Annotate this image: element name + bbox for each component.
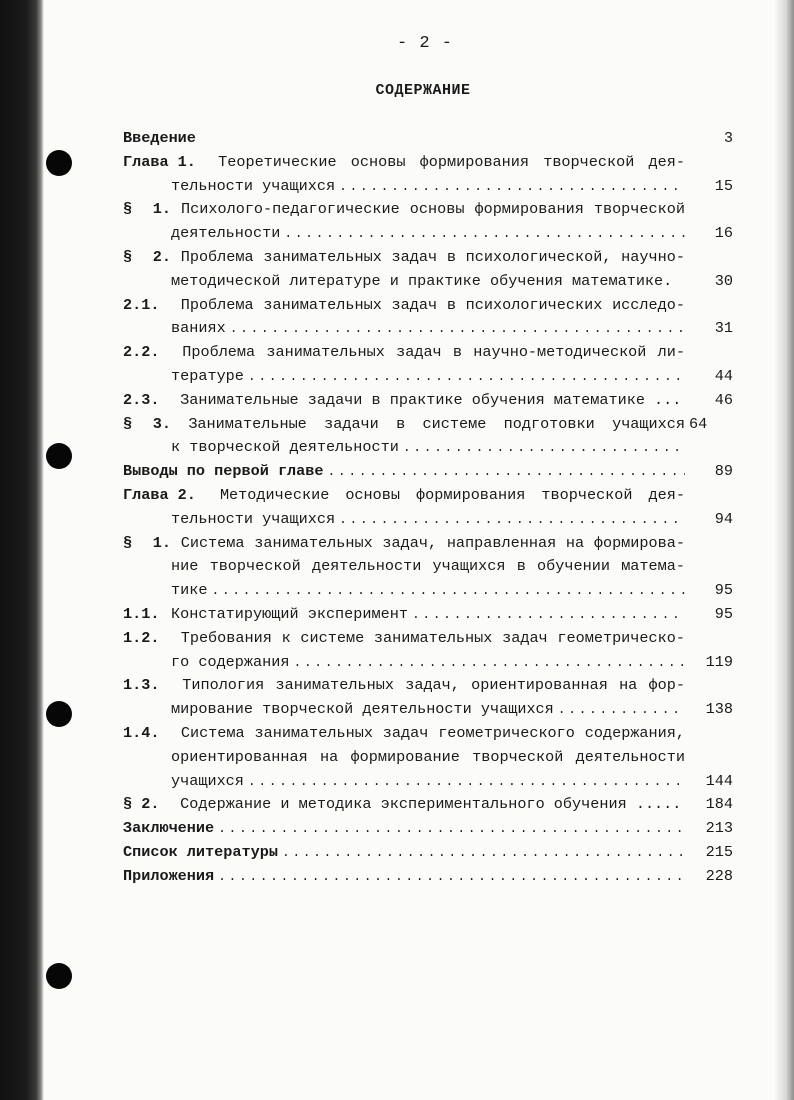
toc-entry-text: Проблема занимательных задач в научно-методической ли-	[182, 343, 685, 362]
toc-entry-text: тельности учащихся	[171, 509, 336, 528]
toc-entry-continuation	[123, 651, 733, 675]
toc-entry-text: ваниях	[171, 319, 226, 338]
toc-entry-text: к творческой деятельности	[171, 438, 399, 457]
toc-entry-text: Система занимательных задач геометрического содержания,	[180, 723, 685, 742]
toc-entry-label: Заключение	[123, 819, 215, 838]
dot-leader	[230, 317, 685, 341]
dot-leader	[211, 579, 685, 603]
toc-entry-label: § 2.	[123, 795, 160, 814]
toc-entry-references[interactable]	[123, 841, 733, 865]
toc-entry-label: 1.1.	[123, 604, 160, 623]
toc-entry-label: Введение	[123, 129, 196, 147]
toc-entry-text: учащихся	[171, 771, 244, 790]
toc-entry-text: деятельности	[171, 224, 281, 243]
dot-leader	[558, 698, 685, 722]
toc-entry-continuation	[123, 746, 733, 770]
toc-entry-label: 2.3.	[123, 390, 160, 409]
dot-leader	[339, 175, 685, 199]
toc-entry-intro[interactable]	[123, 127, 733, 151]
toc-entry-text: го содержания	[171, 652, 290, 671]
toc-entry-text: Система занимательных задач, направленная на формирова-	[180, 533, 685, 552]
toc-page-number: 144	[705, 771, 733, 790]
toc-entry-chapter-1[interactable]	[123, 151, 733, 175]
binder-hole-icon	[46, 963, 72, 989]
toc-entry-label: § 1.	[123, 533, 171, 552]
toc-page-number: 94	[714, 509, 733, 528]
dot-leader	[248, 365, 685, 389]
toc-entry-ch1-section-1[interactable]	[123, 198, 733, 222]
page-number: - 2 -	[396, 34, 453, 53]
toc-entry-label: 2.2.	[123, 343, 160, 362]
binder-hole-icon	[46, 150, 72, 176]
toc-entry-text: Содержание и методика экспериментального обучения .....	[180, 795, 682, 814]
toc-entry-text: мирование творческой деятельности учащихся	[171, 700, 554, 719]
dot-leader	[328, 460, 685, 484]
toc-page-number: 64	[689, 414, 708, 433]
toc-entry-text: тике	[171, 581, 208, 600]
toc-entry-text: Проблема занимательных задач в психологических исследо-	[180, 295, 685, 314]
toc-entry-label: Список литературы	[123, 842, 278, 861]
toc-entry-ch2-subsection-1-2[interactable]	[123, 627, 733, 651]
toc-entry-text: Занимательные задачи в системе подготовки учащихся	[188, 414, 685, 433]
dot-leader	[339, 508, 685, 532]
dot-leader	[218, 817, 685, 841]
dot-leader	[282, 841, 685, 865]
toc-entry-text: ние творческой деятельности учащихся в обучении матема-	[171, 557, 685, 576]
dot-leader	[284, 222, 685, 246]
binder-hole-icon	[46, 443, 72, 469]
toc-page-number: 16	[714, 224, 733, 243]
toc-entry-ch1-subsection-2-2[interactable]	[123, 341, 733, 365]
toc-entry-continuation	[123, 770, 733, 794]
toc-entry-continuation	[123, 365, 733, 389]
toc-entry-continuation	[123, 270, 733, 294]
toc-entry-text: ориентированная на формирование творческой деятельности	[171, 747, 685, 766]
toc-entry-label: 1.3.	[123, 676, 160, 695]
toc-entry-text: Методические основы формирования творческой дея-	[219, 485, 685, 504]
toc-entry-label: § 3.	[123, 414, 171, 433]
toc-entry-label: Выводы по первой главе	[123, 462, 324, 481]
toc-page-number: 30	[714, 271, 733, 290]
toc-entry-ch1-subsection-2-3[interactable]	[123, 389, 733, 413]
toc-entry-chapter-2[interactable]	[123, 484, 733, 508]
toc-entry-appendices[interactable]	[123, 865, 733, 889]
page-title: СОДЕРЖАНИЕ	[375, 82, 471, 99]
toc-entry-label: Приложения	[123, 866, 215, 885]
toc-page-number: 31	[714, 319, 733, 338]
dot-leader	[403, 436, 685, 460]
toc-page-number: 138	[705, 700, 733, 719]
toc-entry-ch2-section-1[interactable]	[123, 532, 733, 556]
dot-leader	[248, 770, 685, 794]
dot-leader	[218, 865, 685, 889]
dot-leader	[293, 651, 685, 675]
scan-left-edge	[0, 0, 44, 1100]
toc-entry-ch2-subsection-1-4[interactable]	[123, 722, 733, 746]
toc-entry-label: § 2.	[123, 247, 171, 266]
toc-entry-text: Психолого-педагогические основы формирования творческой	[181, 200, 685, 219]
toc-entry-text: тельности учащихся	[171, 176, 336, 195]
toc-entry-continuation	[123, 317, 733, 341]
toc-entry-ch2-section-2[interactable]	[123, 793, 733, 817]
toc-entry-ch1-subsection-2-1[interactable]	[123, 294, 733, 318]
toc-page-number: 3	[723, 129, 733, 147]
toc-entry-text: Типология занимательных задач, ориентированная на фор-	[182, 676, 685, 695]
dot-leader	[412, 603, 685, 627]
toc-entry-text: тературе	[171, 366, 244, 385]
toc-page-number: 46	[714, 390, 733, 409]
toc-entry-ch2-subsection-1-3[interactable]	[123, 674, 733, 698]
toc-entry-text: Проблема занимательных задач в психологической, научно-	[180, 247, 685, 266]
toc-entry-text: Занимательные задачи в практике обучения математике ...	[180, 390, 682, 409]
toc-page-number: 213	[705, 819, 733, 838]
toc-entry-label: § 1.	[123, 200, 171, 219]
toc-entry-text: Констатирующий эксперимент	[171, 604, 408, 623]
toc-page-number: 89	[714, 462, 733, 481]
toc-entry-label: 2.1.	[123, 295, 160, 314]
toc-entry-ch1-section-2[interactable]	[123, 246, 733, 270]
toc-page-number: 119	[705, 652, 733, 671]
toc-entry-ch2-subsection-1-1[interactable]	[123, 603, 733, 627]
toc-entry-text: методической литературе и практике обучения математике.	[171, 271, 673, 290]
toc-entry-continuation	[123, 436, 733, 460]
table-of-contents	[123, 127, 733, 889]
toc-page-number: 228	[705, 866, 733, 885]
toc-page-number: 184	[705, 795, 733, 814]
toc-page-number: 215	[705, 842, 733, 861]
toc-entry-continuation	[123, 555, 733, 579]
toc-page-number: 44	[714, 366, 733, 385]
toc-entry-label: 1.2.	[123, 628, 160, 647]
toc-page-number: 15	[714, 176, 733, 195]
toc-entry-text: Требования к системе занимательных задач геометрическо-	[180, 628, 685, 647]
toc-entry-chapter-1-conclusions[interactable]	[123, 460, 733, 484]
toc-entry-continuation	[123, 508, 733, 532]
toc-entry-label: Глава 2.	[123, 485, 196, 504]
toc-entry-text: Теоретические основы формирования творческой дея-	[218, 152, 685, 171]
toc-page-number: 95	[714, 604, 733, 623]
toc-entry-label: Глава 1.	[123, 152, 196, 171]
toc-entry-continuation	[123, 222, 733, 246]
binder-hole-icon	[46, 701, 72, 727]
toc-entry-ch1-section-3[interactable]	[123, 413, 733, 437]
toc-entry-conclusion[interactable]	[123, 817, 733, 841]
toc-entry-continuation	[123, 175, 733, 199]
scan-right-edge	[774, 0, 794, 1100]
toc-entry-label: 1.4.	[123, 723, 160, 742]
toc-page-number: 95	[714, 581, 733, 600]
toc-entry-continuation	[123, 579, 733, 603]
toc-entry-continuation	[123, 698, 733, 722]
